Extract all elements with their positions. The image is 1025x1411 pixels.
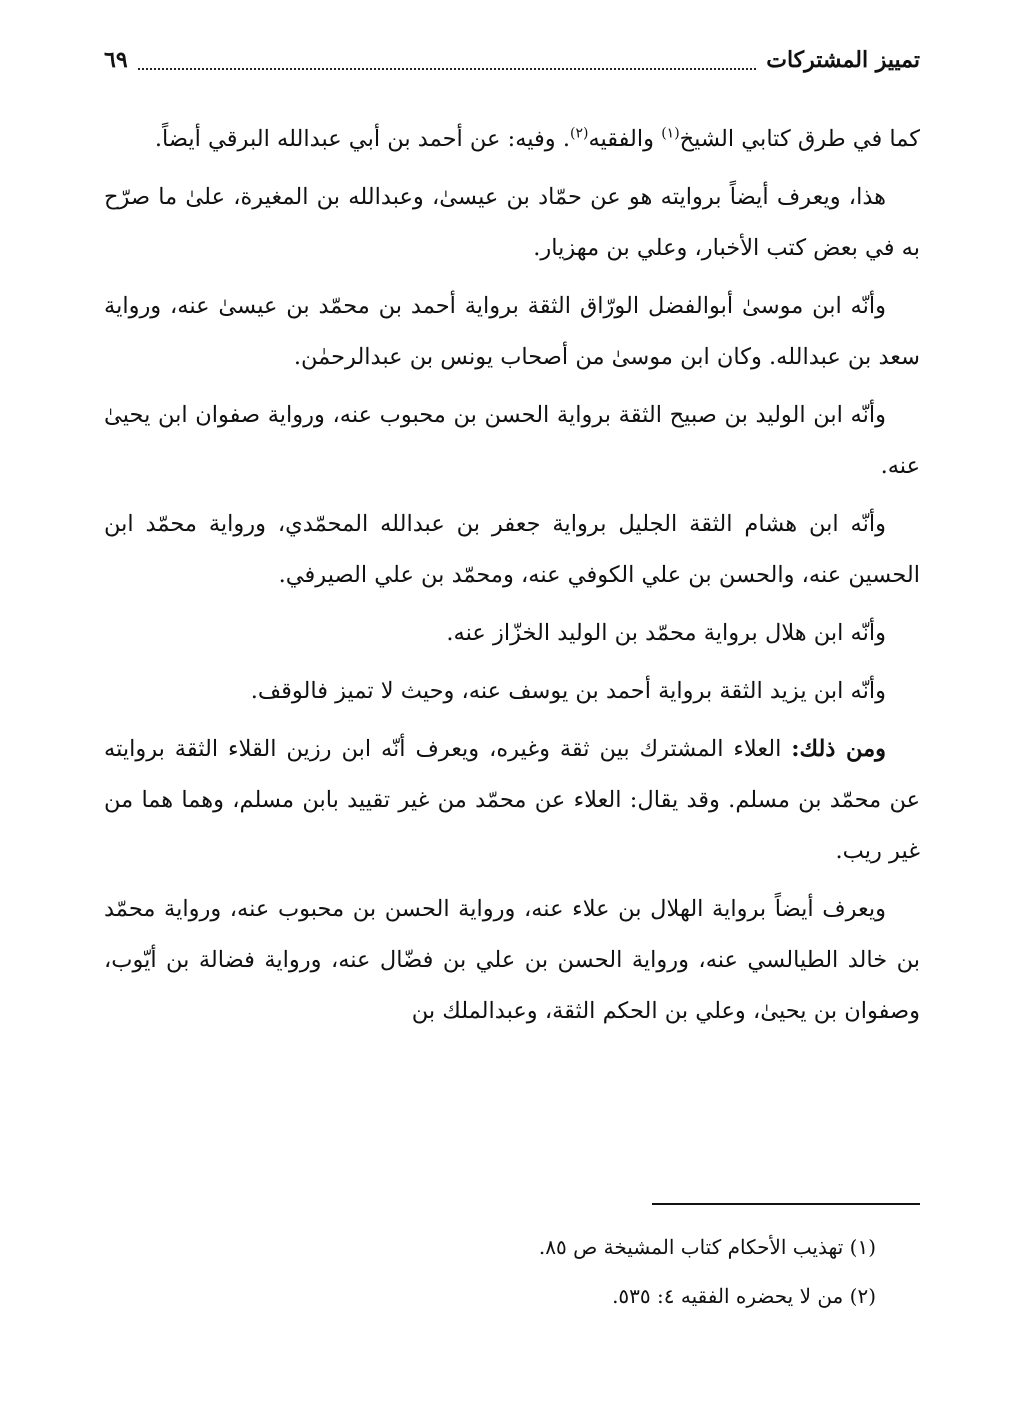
- section-lead: ومن ذلك:: [791, 736, 886, 762]
- running-header: [104, 38, 920, 82]
- paragraph-1: كما في طرق كتابي الشيخ$^{(١)}$ والفقيه$^{(٢)}$. وفيه: عن أحمد بن أبي عبدالله البرقي أيضاً.: [154, 125, 920, 152]
- paragraph-2: هذا، ويعرف أيضاً بروايته هو عن حمّاد بن عيسىٰ، وعبدالله بن المغيرة، علىٰ ما صرّح به في بعض كتب الأخبار، وعلي بن مهزيار.: [104, 184, 920, 261]
- footnote-ref-2[interactable]: (٢): [569, 125, 589, 142]
- running-title: تمييز المشتركات: [766, 47, 920, 73]
- page-number: ٦٩: [104, 47, 128, 73]
- paragraph-5: وأنّه ابن هشام الثقة الجليل برواية جعفر بن عبدالله المحمّدي، ورواية محمّد ابن الحسين عنه، والحسن بن علي الكوفي عنه، ومحمّد بن علي الصيرفي.: [104, 511, 920, 588]
- footnotes: [104, 1223, 876, 1321]
- book-page: [104, 38, 920, 1378]
- paragraph-7: وأنّه ابن يزيد الثقة برواية أحمد بن يوسف عنه، وحيث لا تميز فالوقف.: [250, 678, 886, 704]
- paragraph-6: وأنّه ابن هلال برواية محمّد بن الوليد الخزّاز عنه.: [446, 620, 886, 646]
- footnote-ref-1[interactable]: (١): [661, 125, 680, 142]
- footnote-divider: [652, 1203, 920, 1205]
- footnote-1: (١) تهذيب الأحكام كتاب المشيخة ص ٨٥.: [538, 1235, 876, 1259]
- paragraph-4: وأنّه ابن الوليد بن صبيح الثقة برواية الحسن بن محبوب عنه، ورواية صفوان ابن يحيىٰ عنه.: [104, 402, 920, 479]
- paragraph-9: ويعرف أيضاً برواية الهلال بن علاء عنه، ورواية الحسن بن محبوب عنه، ورواية محمّد بن خالد الطيالسي عنه، ورواية الحسن بن علي بن فضّال عنه، ورواية فضالة بن أيّوب، وصفوان بن يحيىٰ، وعلي بن الحكم الثقة، وعبدالملك بن: [104, 896, 920, 1024]
- leader-dots: [138, 50, 757, 70]
- paragraph-3: وأنّه ابن موسىٰ أبوالفضل الورّاق الثقة برواية أحمد بن محمّد بن عيسىٰ عنه، ورواية سعد بن عبدالله. وكان ابن موسىٰ من أصحاب يونس بن عبدالرحمٰن.: [104, 293, 920, 370]
- paragraph-8: ومن ذلك: العلاء المشترك بين ثقة وغيره، ويعرف أنّه ابن رزين القلاء الثقة بروايته عن محمّد بن مسلم. وقد يقال: العلاء عن محمّد من غير تقييد بابن مسلم، وهما هما من غير ريب.: [104, 736, 920, 864]
- body-text: [104, 114, 920, 1044]
- footnote-2: (٢) من لا يحضره الفقيه ٤: ٥٣٥.: [612, 1284, 876, 1308]
